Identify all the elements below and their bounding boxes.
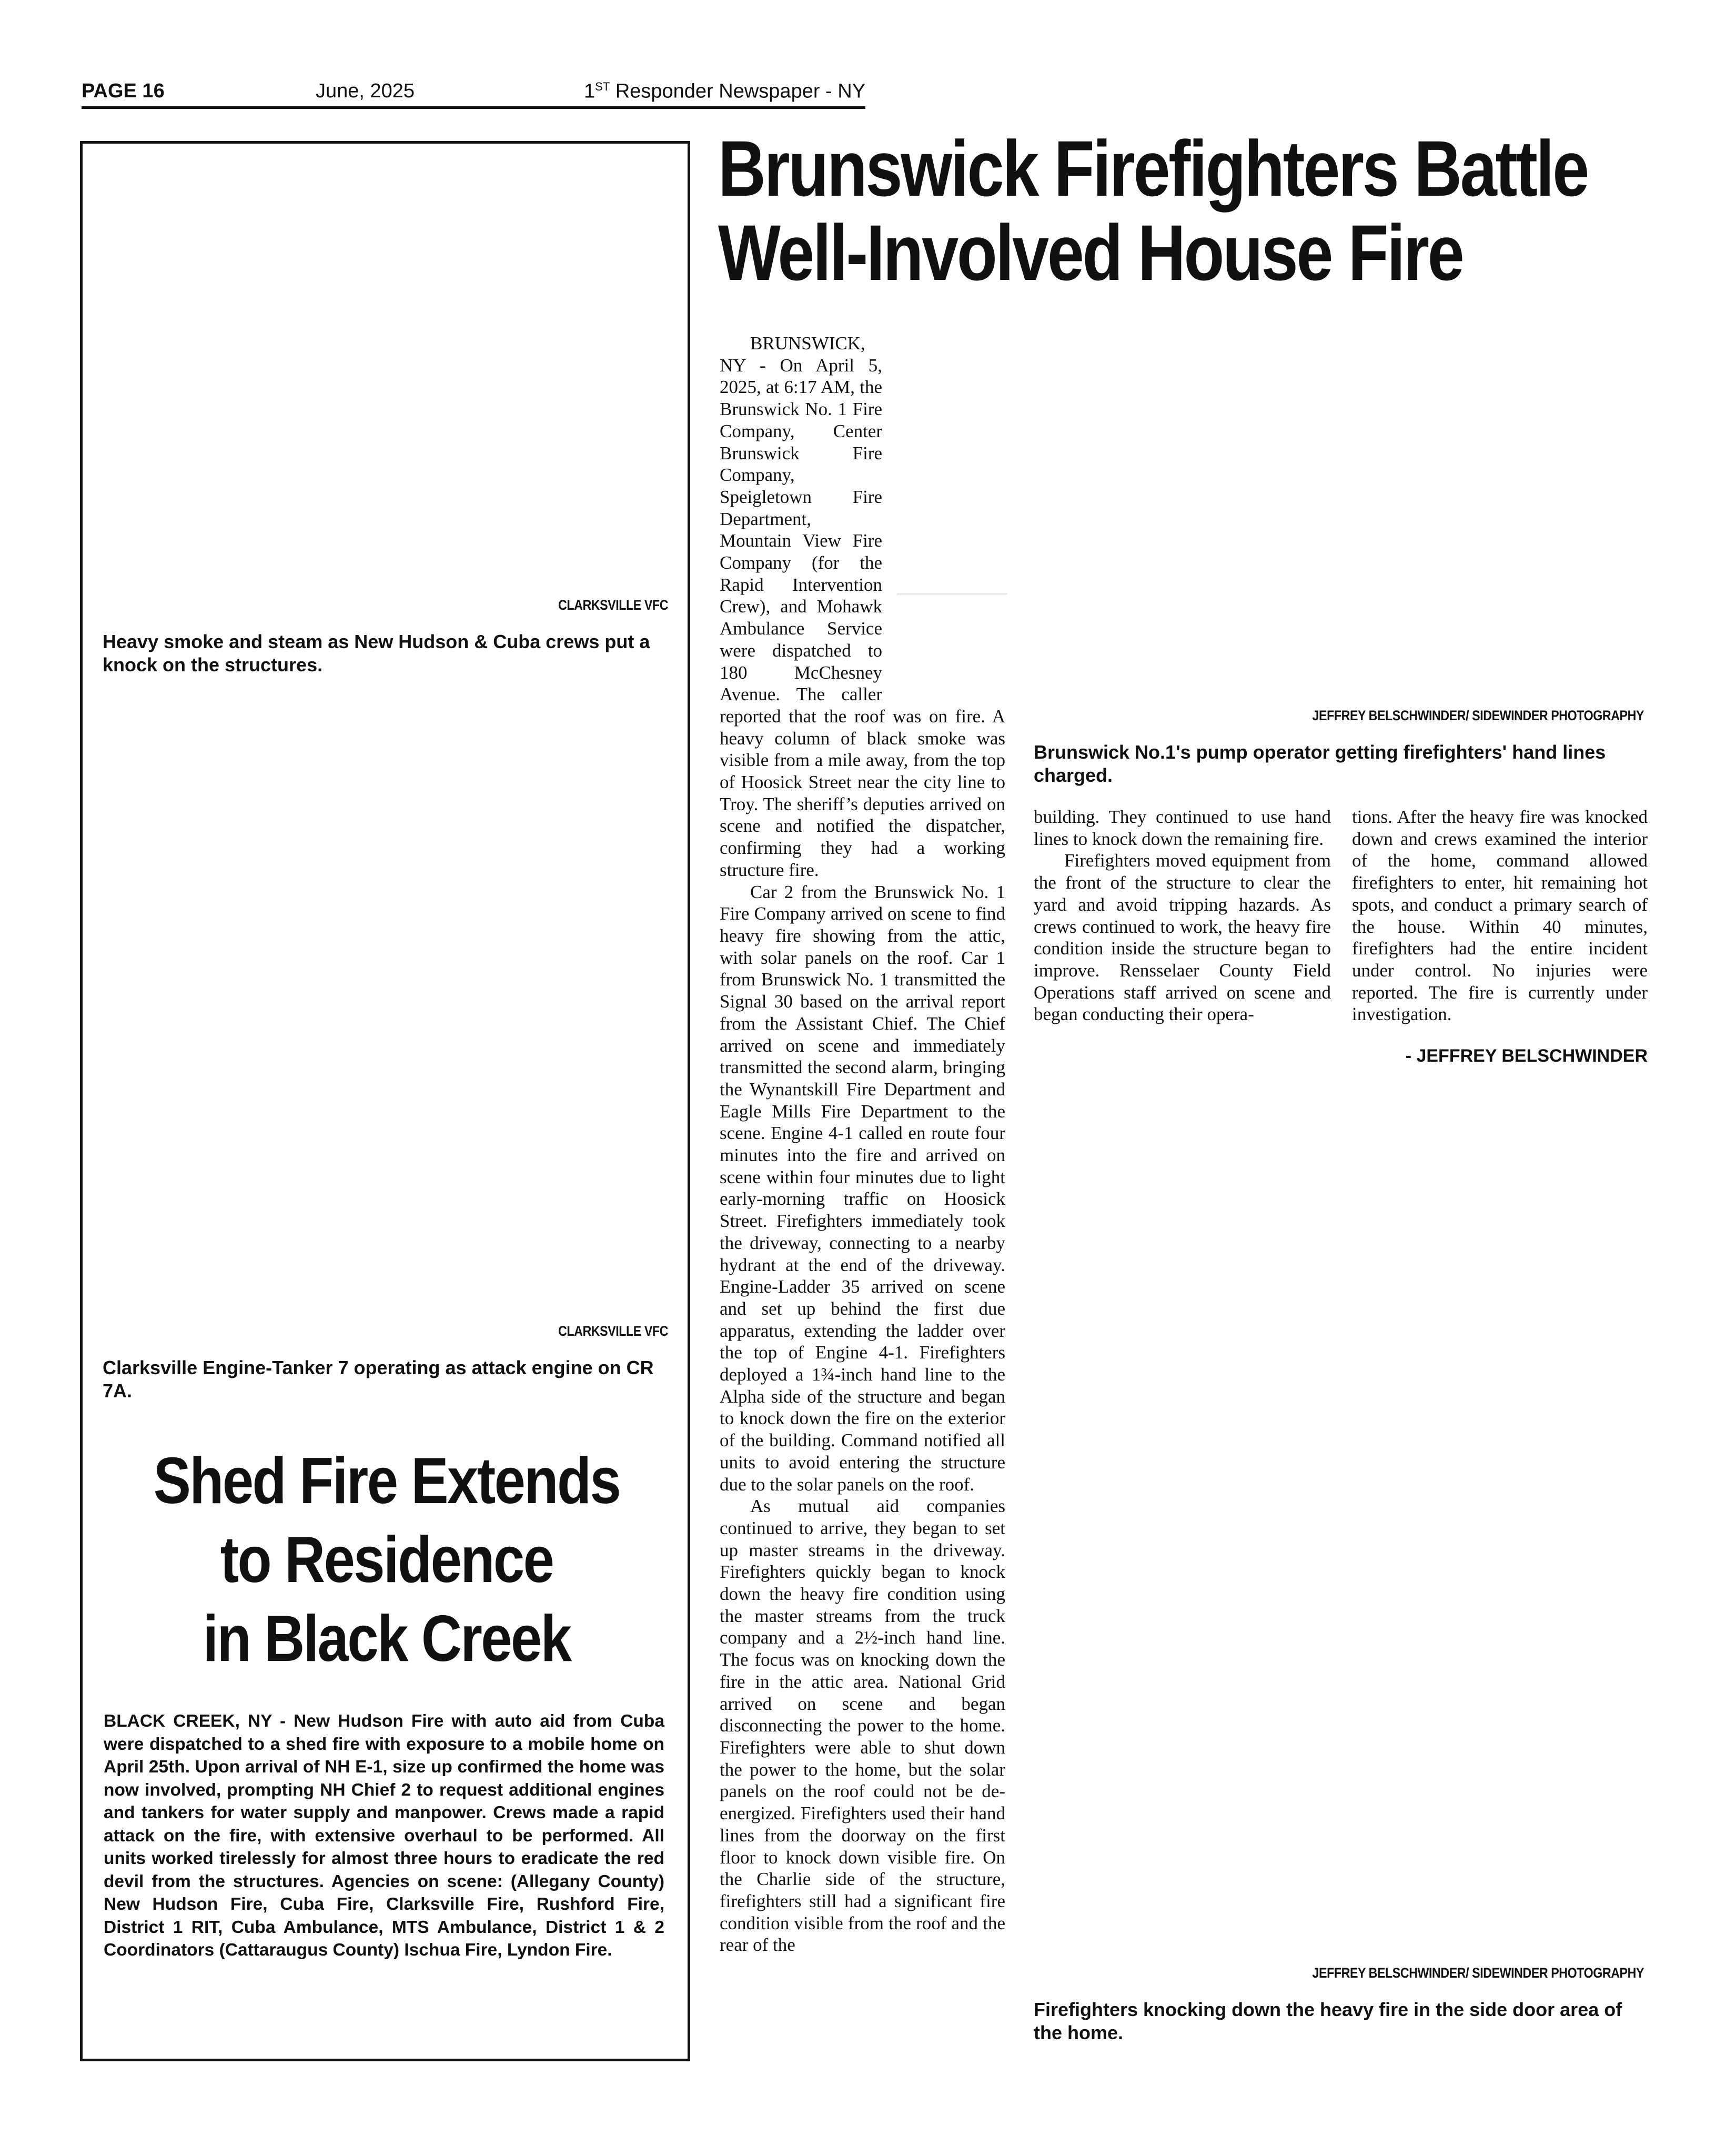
publication-prefix: 1 (584, 80, 596, 103)
left-photo-1-caption: Heavy smoke and steam as New Hudson & Cuba crews put a knock on the structures. (103, 631, 650, 676)
article-column-2-paragraph-1: building. They continued to use hand lines to knock down the remaining fire. (1034, 807, 1331, 849)
main-headline-line-2: Well-Involved House Fire (718, 208, 1463, 297)
page-number: PAGE 16 (82, 80, 165, 102)
shed-headline-line-3: in Black Creek (203, 1603, 571, 1675)
article-paragraph-3: As mutual aid companies continued to arrive, they began to set up master streams in the driveway. Firefighters quickly began to knock down the heavy fire condition using the master streams from the truck company and a 2½-inch hand line. The focus was on knocking down the fire in the attic area. National Grid arrived on scene and began disconnecting the power to the home. Firefighters were able to shut down the power to the home, but the solar panels on the roof could not be de-energized. Firefighters used their hand lines from the doorway on the first floor to knock down visible fire. On the Charlie side of the structure, firefighters still had a significant fire condition visible from the roof and the rear of the (720, 1496, 1005, 1956)
shed-headline-line-1: Shed Fire Extends (153, 1445, 620, 1517)
article-column-3 (1352, 806, 1648, 1025)
main-headline-line-1: Brunswick Firefighters Battle (718, 124, 1588, 213)
right-photo-2-caption: Firefighters knocking down the heavy fire in the side door area of the home. (1034, 1999, 1622, 2043)
shed-fire-body: BLACK CREEK, NY - New Hudson Fire with auto aid from Cuba were dispatched to a shed fire with exposure to a mobile home on April 25th. Upon arrival of NH E-1, size up confirmed the home was now involved, prompting NH Chief 2 to request additional engines and tankers for water supply and manpower. Crews made a rapid attack on the fire, with extensive overhaul to be performed. All units worked tirelessly for almost three hours to eradicate the red devil from the structures. Agencies on scene: (Allegany County) New Hudson Fire, Cuba Fire, Clarksville Fire, Rushford Fire, District 1 RIT, Cuba Ambulance, MTS Ambulance, District 1 & 2 Coordinators (Cattaraugus County) Ischua Fire, Lyndon Fire. (104, 1711, 664, 1960)
left-photo-2-caption: Clarksville Engine-Tanker 7 operating as attack engine on CR 7A. (103, 1357, 654, 1402)
inset-photo-edge (897, 593, 1007, 595)
issue-date: June, 2025 (316, 80, 415, 102)
article-column-2-paragraph-2: Firefighters moved equipment from the front of the structure to clear the yard and avoid tripping hazards. As crews continued to work, the heavy fire condition inside the structure began to improve. Rensselaer County Field Operations staff arrived on scene and began conducting their opera- (1034, 850, 1331, 1025)
inset-photo-space (889, 425, 1005, 685)
shed-fire-headline (143, 1442, 631, 1678)
left-photo-2-credit: CLARKSVILLE VFC (558, 1323, 668, 1339)
left-photo-1-credit: CLARKSVILLE VFC (558, 597, 668, 613)
article-column-3-paragraph-1: tions. After the heavy fire was knocked down and crews examined the interior of the home, command allowed firefighters to enter, hit remaining hot spots, and conduct a primary search of the house. Within 40 minutes, firefighters had the entire incident under control. No injuries were reported. The fire is currently under investigation. (1352, 807, 1648, 1025)
article-byline: - JEFFREY BELSCHWINDER (1405, 1046, 1648, 1066)
article-lead-text-continued: Service were dispatched to 180 McChesney Avenue. The caller reported that the roof was on fire. A heavy column of black smoke was visible from a mile away, from the top of Hoosick Street near the city line to Troy. The sheriff’s deputies arrived on scene and notified the dispatcher, confirming they had a working structure fire. (720, 618, 1005, 880)
publication-superscript: ST (595, 80, 610, 93)
right-photo-2-credit: JEFFREY BELSCHWINDER/ SIDEWINDER PHOTOGRAPHY (1312, 1965, 1644, 1981)
right-photo-1 (1034, 337, 1647, 700)
right-photo-1-credit: JEFFREY BELSCHWINDER/ SIDEWINDER PHOTOGRAPHY (1312, 708, 1644, 723)
article-paragraph-1-part-1 (720, 333, 1005, 881)
right-photo-1-caption: Brunswick No.1's pump operator getting firefighters' hand lines charged. (1034, 741, 1606, 786)
right-photo-2 (1034, 1094, 1647, 1957)
article-column-1 (720, 333, 1005, 1956)
main-headline (718, 126, 1588, 295)
publication-name (584, 80, 865, 103)
shed-headline-line-2: to Residence (220, 1524, 553, 1596)
left-photo-1 (103, 158, 668, 589)
header-rule (82, 106, 865, 109)
publication-rest: Responder Newspaper - NY (610, 80, 866, 103)
left-photo-2 (103, 689, 668, 1315)
article-paragraph-2: Car 2 from the Brunswick No. 1 Fire Company arrived on scene to find heavy fire showing from the attic, with solar panels on the roof. Car 1 from Brunswick No. 1 transmitted the Signal 30 based on the arrival report from the Assistant Chief. The Chief arrived on scene and immediately transmitted the second alarm, bringing the Wynantskill Fire Department and Eagle Mills Fire Department to the scene. Engine 4-1 called en route four minutes into the fire and arrived on scene within four minutes due to light early-morning traffic on Hoosick Street. Firefighters immediately took the driveway, connecting to a nearby hydrant at the end of the driveway. Engine-Ladder 35 arrived on scene and set up behind the first due apparatus, extending the ladder over the top of Engine 4-1. Firefighters deployed a 1¾-inch hand line to the Alpha side of the structure and began to knock down the fire on the exterior of the building. Command notified all units to avoid entering the structure due to the solar panels on the roof. (720, 881, 1005, 1495)
article-column-2 (1034, 806, 1331, 1025)
article-lead-text: BRUNSWICK, NY - On April 5, 2025, at 6:17 AM, the Brunswick No. 1 Fire Company, Center Brunswick Fire Company, Speigletown Fire Department, Mountain View Fire Company (for the Rapid Intervention Crew), and Mohawk Ambulance (720, 333, 882, 639)
